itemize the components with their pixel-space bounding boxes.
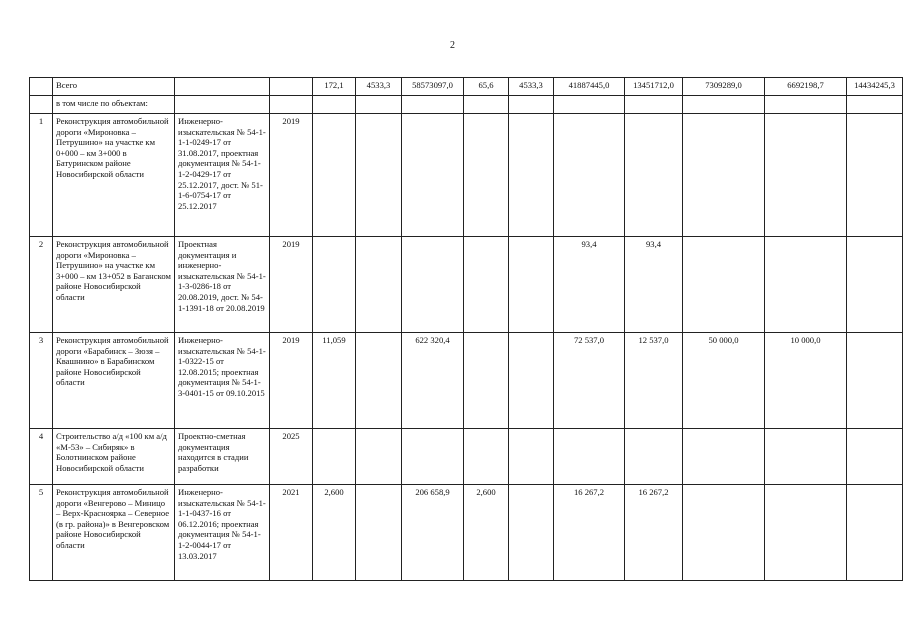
page-number: 2 — [450, 40, 455, 51]
value-cell — [464, 429, 509, 485]
value-cell: 11,059 — [313, 333, 356, 429]
object-docs: Проектная документация и инженерно-изыскательская № 54-1-1-3-0286-18 от 20.08.2019, дост. № 54-1-1391-18 от 20.08.2019 — [175, 237, 270, 333]
value-cell — [402, 114, 464, 237]
object-year: 2025 — [270, 429, 313, 485]
cell-empty — [625, 96, 683, 114]
total-value: 6692198,7 — [765, 78, 847, 96]
table-row — [30, 333, 903, 429]
cell-empty — [464, 96, 509, 114]
value-cell — [509, 237, 554, 333]
cell-empty — [30, 96, 53, 114]
value-cell: 10 000,0 — [765, 333, 847, 429]
total-value: 41887445,0 — [554, 78, 625, 96]
row-number: 1 — [30, 114, 53, 237]
value-cell — [356, 237, 402, 333]
value-cell: 622 320,4 — [402, 333, 464, 429]
object-name: Строительство а/д «100 км а/д «М-53» – Сибиряк» в Болотнинском районе Новосибирской области — [53, 429, 175, 485]
total-row — [30, 78, 903, 96]
row-number: 3 — [30, 333, 53, 429]
table-row — [30, 485, 903, 581]
value-cell: 16 267,2 — [625, 485, 683, 581]
value-cell: 16 267,2 — [554, 485, 625, 581]
value-cell — [464, 333, 509, 429]
value-cell: 2,600 — [313, 485, 356, 581]
table-row — [30, 114, 903, 237]
row-number: 2 — [30, 237, 53, 333]
value-cell — [313, 237, 356, 333]
row-number: 4 — [30, 429, 53, 485]
value-cell — [625, 114, 683, 237]
object-docs: Проектно-сметная документация находится в стадии разработки — [175, 429, 270, 485]
total-value: 172,1 — [313, 78, 356, 96]
cell-empty — [356, 96, 402, 114]
value-cell — [683, 237, 765, 333]
object-name: Реконструкция автомобильной дороги «Мироновка – Петрушино» на участке км 3+000 – км 13+052 в Баганском районе Новосибирской области — [53, 237, 175, 333]
table-row — [30, 237, 903, 333]
value-cell — [509, 485, 554, 581]
cell-empty — [683, 96, 765, 114]
object-docs: Инженерно-изыскательская № 54-1-1-1-0437-16 от 06.12.2016; проектная документация № 54-1-1-2-0044-17 от 13.03.2017 — [175, 485, 270, 581]
object-name: Реконструкция автомобильной дороги «Венгерово – Миницо – Верх-Красноярка – Северное (в гр. района)» в Венгеровском районе Новосибирской области — [53, 485, 175, 581]
object-year: 2019 — [270, 333, 313, 429]
value-cell: 93,4 — [554, 237, 625, 333]
row-number: 5 — [30, 485, 53, 581]
value-cell — [765, 237, 847, 333]
cell-empty — [509, 96, 554, 114]
value-cell — [313, 429, 356, 485]
value-cell — [356, 429, 402, 485]
total-value: 7309289,0 — [683, 78, 765, 96]
value-cell: 93,4 — [625, 237, 683, 333]
cell-empty — [30, 78, 53, 96]
value-cell — [847, 114, 903, 237]
cell-empty — [175, 78, 270, 96]
value-cell — [765, 485, 847, 581]
subtitle-row — [30, 96, 903, 114]
subtitle-label: в том числе по объектам: — [53, 96, 175, 114]
value-cell — [847, 333, 903, 429]
value-cell — [683, 114, 765, 237]
total-value: 13451712,0 — [625, 78, 683, 96]
value-cell — [625, 429, 683, 485]
object-year: 2019 — [270, 237, 313, 333]
total-value: 65,6 — [464, 78, 509, 96]
object-docs: Инженерно-изыскательская № 54-1-1-0322-15 от 12.08.2015; проектная документация № 54-1-3-0401-15 от 09.10.2015 — [175, 333, 270, 429]
value-cell — [683, 429, 765, 485]
value-cell — [847, 237, 903, 333]
cell-empty — [270, 96, 313, 114]
value-cell — [402, 237, 464, 333]
value-cell: 206 658,9 — [402, 485, 464, 581]
value-cell: 50 000,0 — [683, 333, 765, 429]
cell-empty — [313, 96, 356, 114]
value-cell — [554, 114, 625, 237]
value-cell — [356, 333, 402, 429]
value-cell — [509, 114, 554, 237]
object-year: 2019 — [270, 114, 313, 237]
value-cell: 72 537,0 — [554, 333, 625, 429]
value-cell — [356, 485, 402, 581]
value-cell — [683, 485, 765, 581]
object-name: Реконструкция автомобильной дороги «Барабинск – Зюзя – Квашнино» в Барабинском районе Новосибирской области — [53, 333, 175, 429]
value-cell — [554, 429, 625, 485]
value-cell — [847, 485, 903, 581]
value-cell — [402, 429, 464, 485]
value-cell — [464, 114, 509, 237]
total-value: 4533,3 — [356, 78, 402, 96]
value-cell — [765, 114, 847, 237]
total-value: 14434245,3 — [847, 78, 903, 96]
total-value: 58573097,0 — [402, 78, 464, 96]
cell-empty — [175, 96, 270, 114]
total-value: 4533,3 — [509, 78, 554, 96]
cell-empty — [554, 96, 625, 114]
cell-empty — [765, 96, 847, 114]
value-cell — [509, 429, 554, 485]
cell-empty — [270, 78, 313, 96]
value-cell — [356, 114, 402, 237]
table-row — [30, 429, 903, 485]
value-cell — [464, 237, 509, 333]
value-cell — [847, 429, 903, 485]
objects-table — [29, 77, 903, 581]
cell-empty — [847, 96, 903, 114]
value-cell — [509, 333, 554, 429]
value-cell — [765, 429, 847, 485]
object-year: 2021 — [270, 485, 313, 581]
value-cell: 2,600 — [464, 485, 509, 581]
object-name: Реконструкция автомобильной дороги «Мироновка – Петрушино» на участке км 0+000 – км 3+000 в Батуринском районе Новосибирской области — [53, 114, 175, 237]
total-label: Всего — [53, 78, 175, 96]
value-cell — [313, 114, 356, 237]
cell-empty — [402, 96, 464, 114]
value-cell: 12 537,0 — [625, 333, 683, 429]
object-docs: Инженерно-изыскательская № 54-1-1-1-0249-17 от 31.08.2017, проектная документация № 54-1-1-2-0429-17 от 25.12.2017, дост. № 51-1-6-0754-17 от 25.12.2017 — [175, 114, 270, 237]
